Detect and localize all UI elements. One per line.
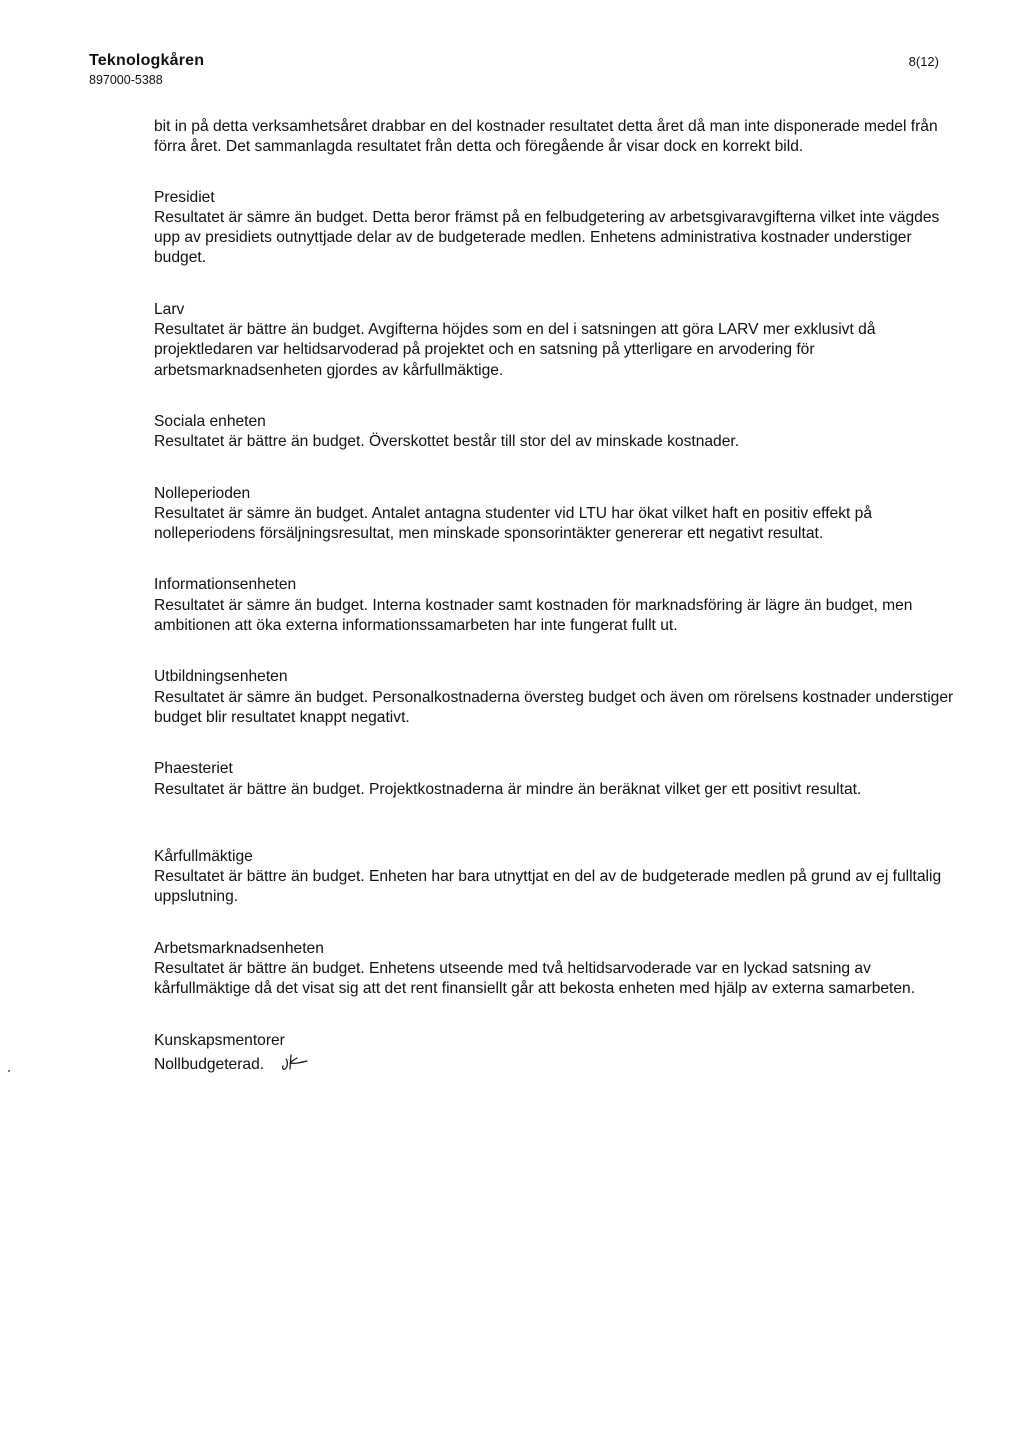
organization-number: 897000-5388	[89, 73, 163, 87]
section-text: Resultatet är sämre än budget. Detta beror främst på en felbudgetering av arbetsgivaravgifterna vilket inte vägdes upp av presidiets outnyttjade delar av de budgeterade medlen. Enhetens administrativa kostnader understiger budget.	[154, 208, 940, 267]
page-header	[89, 52, 939, 92]
section-presidiet	[154, 188, 954, 269]
intro-paragraph: bit in på detta verksamhetsåret drabbar en del kostnader resultatet detta året då man inte disponerade medel från förra året. Det sammanlagda resultatet från detta och föregående år visar dock en korrekt bild.	[154, 118, 938, 156]
section-text-line	[154, 1051, 954, 1081]
section-text: Resultatet är sämre än budget. Antalet antagna studenter vid LTU har ökat vilket haft en positiv effekt på nolleperiodens försäljningsresultat, men minskade sponsorintäkter genererar ett negativt resultat.	[154, 504, 873, 543]
section-text: Nollbudgeterad.	[154, 1055, 265, 1073]
section-text: Resultatet är sämre än budget. Personalkostnaderna översteg budget och även om rörelsens kostnader understiger budget blir resultatet knappt negativt.	[154, 688, 954, 726]
scan-edge-mark	[8, 1070, 10, 1072]
section-karfullmaktige	[154, 847, 954, 908]
section-title: Phaesteriet	[154, 760, 233, 778]
section-title: Larv	[154, 300, 185, 318]
organization-name: Teknologkåren	[89, 52, 205, 69]
section-text: Resultatet är bättre än budget. Enhetens utseende med två heltidsarvoderade var en lyckad satsning av kårfullmäktige då det visat sig att det rent finansiellt går att bekosta enheten med hjälp av externa samarbeten.	[154, 960, 916, 998]
section-title: Arbetsmarknadsenheten	[154, 939, 324, 957]
signature-initials	[280, 1051, 310, 1081]
section-title: Nolleperioden	[154, 484, 251, 502]
section-text: Resultatet är bättre än budget. Överskottet består till stor del av minskade kostnader.	[154, 433, 740, 451]
page-number: 8(12)	[908, 54, 939, 69]
section-text: Resultatet är bättre än budget. Enheten har bara utnyttjat en del av de budgeterade medlen på grund av ej fulltalig uppslutning.	[154, 868, 942, 906]
section-text: Resultatet är bättre än budget. Projektkostnaderna är mindre än beräknat vilket ger ett positivt resultat.	[154, 780, 862, 798]
section-title: Utbildningsenheten	[154, 668, 288, 686]
section-title: Sociala enheten	[154, 412, 266, 430]
document-body	[154, 117, 954, 1112]
section-nolleperioden	[154, 484, 954, 545]
section-title: Presidiet	[154, 188, 215, 206]
handwritten-signature-icon	[280, 1051, 310, 1075]
section-informationsenheten	[154, 575, 954, 636]
section-arbetsmarknadsenheten	[154, 939, 954, 1000]
section-text: Resultatet är bättre än budget. Avgifterna höjdes som en del i satsningen att göra LARV mer exklusivt då projektledaren var heltidsarvoderad på projektet och en satsning på ytterligare en arvodering för arbetsmarknadsenheten gjordes av kårfullmäktige.	[154, 321, 876, 379]
section-title: Informationsenheten	[154, 576, 297, 594]
section-utbildningsenheten	[154, 667, 954, 728]
section-text: Resultatet är sämre än budget. Interna kostnader samt kostnaden för marknadsföring är lägre än budget, men ambitionen att öka externa informationssamarbeten har inte fungerat fullt ut.	[154, 596, 913, 635]
section-title: Kunskapsmentorer	[154, 1031, 285, 1049]
section-larv	[154, 300, 954, 381]
section-phaesteriet	[154, 759, 954, 800]
section-sociala-enheten	[154, 412, 954, 453]
section-title: Kårfullmäktige	[154, 847, 253, 865]
section-kunskapsmentorer	[154, 1031, 954, 1082]
